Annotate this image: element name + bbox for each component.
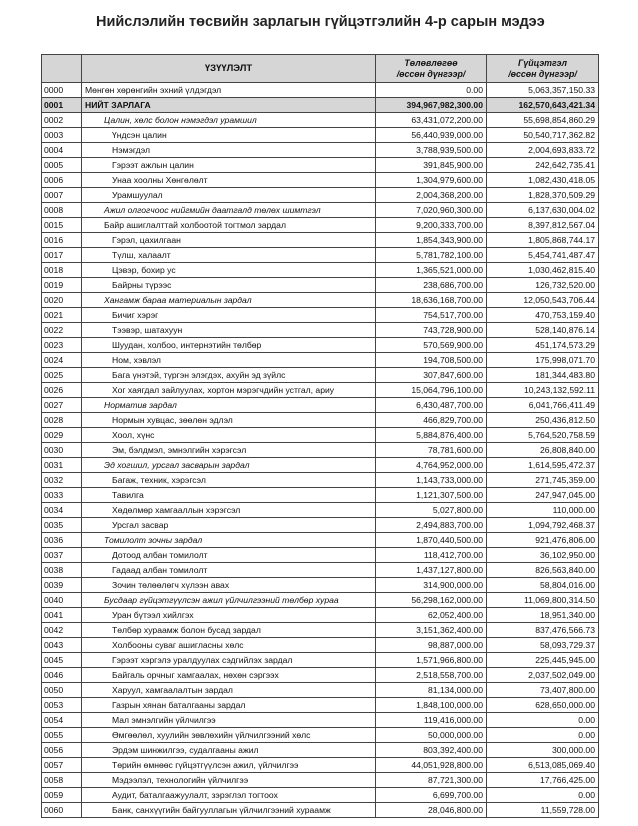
table-row: [42, 83, 599, 98]
row-plan: 18,636,168,700.00: [376, 293, 487, 308]
row-actual: 5,063,357,150.33: [487, 83, 599, 98]
table-row: [42, 323, 599, 338]
table-row: [42, 773, 599, 788]
row-plan: 118,412,700.00: [376, 548, 487, 563]
row-name: Холбооны суваг ашигласны хөлс: [82, 638, 376, 653]
row-actual: 1,805,868,744.17: [487, 233, 599, 248]
row-name: Тээвэр, шатахуун: [82, 323, 376, 338]
table-row: [42, 263, 599, 278]
row-actual: 5,454,741,487.47: [487, 248, 599, 263]
row-name: Үндсэн цалин: [82, 128, 376, 143]
table-row: [42, 443, 599, 458]
row-plan: 81,134,000.00: [376, 683, 487, 698]
row-actual: 250,436,812.50: [487, 413, 599, 428]
table-row: [42, 743, 599, 758]
table-row: [42, 248, 599, 263]
row-plan: 4,764,952,000.00: [376, 458, 487, 473]
row-code: 0024: [42, 353, 82, 368]
row-name: Ажил олгогчоос нийгмийн даатгалд төлөх шимтгэл: [82, 203, 376, 218]
table-row: [42, 458, 599, 473]
row-code: 0033: [42, 488, 82, 503]
scan-artifact: [20, 6, 68, 37]
row-code: 0031: [42, 458, 82, 473]
row-actual: 50,540,717,362.82: [487, 128, 599, 143]
row-name: Мал эмнэлгийн үйлчилгээ: [82, 713, 376, 728]
row-name: Бага үнэтэй, түргэн элэгдэх, ахуйн эд зүйлс: [82, 368, 376, 383]
row-name: НИЙТ ЗАРЛАГА: [82, 98, 376, 113]
row-name: Унаа хоолны Хөнгөлөлт: [82, 173, 376, 188]
table-row: [42, 593, 599, 608]
table-row: [42, 413, 599, 428]
row-code: 0017: [42, 248, 82, 263]
row-name: Өмгөөлөл, хуулийн зөвлөхийн үйлчилгээний хөлс: [82, 728, 376, 743]
row-name: Аудит, баталгаажуулалт, зэрэглэл тогтоох: [82, 788, 376, 803]
row-code: 0050: [42, 683, 82, 698]
row-plan: 3,788,939,500.00: [376, 143, 487, 158]
row-plan: 7,020,960,300.00: [376, 203, 487, 218]
table-row: [42, 518, 599, 533]
row-plan: 56,298,162,000.00: [376, 593, 487, 608]
page-title: Нийслэлийн төсвийн зарлагын гүйцэтгэлийн 4-р сарын мэдээ: [96, 14, 545, 30]
row-name: Хог хаягдал зайлуулах, хортон мэрэгчдийн устгал, ариу: [82, 383, 376, 398]
header-plan-line1: Төлөвлөгөө: [404, 57, 458, 68]
row-plan: 5,027,800.00: [376, 503, 487, 518]
row-name: Тавилга: [82, 488, 376, 503]
row-code: 0039: [42, 578, 82, 593]
row-actual: 628,650,000.00: [487, 698, 599, 713]
row-code: 0022: [42, 323, 82, 338]
row-code: 0032: [42, 473, 82, 488]
table-row: [42, 563, 599, 578]
row-name: Эрдэм шинжилгээ, судалгааны ажил: [82, 743, 376, 758]
row-name: Эд хогшил, урсгал засварын зардал: [82, 458, 376, 473]
header-actual-line1: Гүйцэтгэл: [517, 57, 568, 68]
row-name: Норматив зардал: [82, 398, 376, 413]
row-plan: 194,708,500.00: [376, 353, 487, 368]
row-name: Байрны түрээс: [82, 278, 376, 293]
row-code: 0000: [42, 83, 82, 98]
row-name: Бичиг хэрэг: [82, 308, 376, 323]
row-actual: 181,344,483.80: [487, 368, 599, 383]
row-code: 0002: [42, 113, 82, 128]
row-code: 0003: [42, 128, 82, 143]
table-row: [42, 203, 599, 218]
row-actual: 271,745,359.00: [487, 473, 599, 488]
row-code: 0035: [42, 518, 82, 533]
row-plan: 5,884,876,400.00: [376, 428, 487, 443]
row-code: 0042: [42, 623, 82, 638]
table-row: [42, 698, 599, 713]
row-actual: 242,642,735.41: [487, 158, 599, 173]
header-indicator: ҮЗҮҮЛЭЛТ: [82, 55, 376, 83]
row-code: 0046: [42, 668, 82, 683]
row-code: 0027: [42, 398, 82, 413]
row-code: 0045: [42, 653, 82, 668]
row-plan: 87,721,300.00: [376, 773, 487, 788]
row-actual: 0.00: [487, 788, 599, 803]
row-actual: 175,998,071.70: [487, 353, 599, 368]
row-code: 0026: [42, 383, 82, 398]
table-row: [42, 608, 599, 623]
table-row: [42, 173, 599, 188]
row-code: 0023: [42, 338, 82, 353]
table-row: [42, 578, 599, 593]
row-name: Мэдээлэл, технологийн үйлчилгээ: [82, 773, 376, 788]
row-code: 0037: [42, 548, 82, 563]
row-name: Байр ашиглалттай холбоотой тогтмол зардал: [82, 218, 376, 233]
row-code: 0007: [42, 188, 82, 203]
row-actual: 162,570,643,421.34: [487, 98, 599, 113]
row-code: 0036: [42, 533, 82, 548]
row-plan: 44,051,928,800.00: [376, 758, 487, 773]
row-code: 0060: [42, 803, 82, 818]
row-name: Түлш, халаалт: [82, 248, 376, 263]
row-plan: 50,000,000.00: [376, 728, 487, 743]
header-code: [42, 55, 82, 83]
row-actual: 110,000.00: [487, 503, 599, 518]
row-plan: 2,004,368,200.00: [376, 188, 487, 203]
row-plan: 3,151,362,400.00: [376, 623, 487, 638]
table-row: [42, 383, 599, 398]
table-row: [42, 503, 599, 518]
row-actual: 451,174,573.29: [487, 338, 599, 353]
table-row: [42, 623, 599, 638]
row-plan: 62,052,400.00: [376, 608, 487, 623]
row-name: Харуул, хамгаалалтын зардал: [82, 683, 376, 698]
row-code: 0057: [42, 758, 82, 773]
table-row: [42, 113, 599, 128]
row-plan: 1,437,127,800.00: [376, 563, 487, 578]
row-plan: 314,900,000.00: [376, 578, 487, 593]
row-code: 0001: [42, 98, 82, 113]
row-name: Мөнгөн хөрөнгийн эхний үлдэгдэл: [82, 83, 376, 98]
row-name: Дотоод албан томилолт: [82, 548, 376, 563]
row-name: Төлбөр хураамж болон бусад зардал: [82, 623, 376, 638]
table-row: [42, 308, 599, 323]
row-code: 0020: [42, 293, 82, 308]
header-actual-line2: /өссөн дүнгээр/: [508, 68, 577, 79]
row-code: 0019: [42, 278, 82, 293]
table-row: [42, 788, 599, 803]
row-name: Эм, бэлдмэл, эмнэлгийн хэрэгсэл: [82, 443, 376, 458]
row-plan: 6,430,487,700.00: [376, 398, 487, 413]
row-plan: 466,829,700.00: [376, 413, 487, 428]
row-name: Нормын хувцас, зөөлөн эдлэл: [82, 413, 376, 428]
row-actual: 1,082,430,418.05: [487, 173, 599, 188]
row-plan: 1,121,307,500.00: [376, 488, 487, 503]
row-plan: 754,517,700.00: [376, 308, 487, 323]
table-row: [42, 218, 599, 233]
row-plan: 5,781,782,100.00: [376, 248, 487, 263]
row-plan: 1,848,100,000.00: [376, 698, 487, 713]
row-code: 0005: [42, 158, 82, 173]
row-actual: 6,137,630,004.02: [487, 203, 599, 218]
row-actual: 1,828,370,509.29: [487, 188, 599, 203]
table-row: [42, 488, 599, 503]
row-name: Томилолт зочны зардал: [82, 533, 376, 548]
row-plan: 803,392,400.00: [376, 743, 487, 758]
row-plan: 15,064,796,100.00: [376, 383, 487, 398]
row-plan: 63,431,072,200.00: [376, 113, 487, 128]
table-row: [42, 233, 599, 248]
row-name: Цалин, хөлс болон нэмэгдэл урамшил: [82, 113, 376, 128]
table-row: [42, 668, 599, 683]
row-code: 0055: [42, 728, 82, 743]
row-plan: 391,845,900.00: [376, 158, 487, 173]
row-name: Багаж, техник, хэрэгсэл: [82, 473, 376, 488]
row-name: Гэрээт хэргэлэ уралдуулах сэдгийлэх зардал: [82, 653, 376, 668]
row-plan: 743,728,900.00: [376, 323, 487, 338]
row-plan: 238,686,700.00: [376, 278, 487, 293]
row-plan: 307,847,600.00: [376, 368, 487, 383]
row-code: 0016: [42, 233, 82, 248]
table-row: [42, 338, 599, 353]
row-plan: 119,416,000.00: [376, 713, 487, 728]
row-code: 0015: [42, 218, 82, 233]
row-actual: 11,069,800,314.50: [487, 593, 599, 608]
row-code: 0043: [42, 638, 82, 653]
row-actual: 300,000.00: [487, 743, 599, 758]
row-name: Бусдаар гүйцэтгүүлсэн ажил үйлчилгээний төлбөр хураа: [82, 593, 376, 608]
row-name: Цэвэр, бохир ус: [82, 263, 376, 278]
row-actual: 126,732,520.00: [487, 278, 599, 293]
row-name: Шуудан, холбоо, интернэтийн төлбөр: [82, 338, 376, 353]
row-actual: 2,037,502,049.00: [487, 668, 599, 683]
row-plan: 1,365,521,000.00: [376, 263, 487, 278]
row-name: Хоол, хүнс: [82, 428, 376, 443]
row-plan: 0.00: [376, 83, 487, 98]
row-plan: 2,518,558,700.00: [376, 668, 487, 683]
table-row: [42, 803, 599, 818]
row-actual: 837,476,566.73: [487, 623, 599, 638]
table-row: [42, 293, 599, 308]
row-name: Ном, хэвлэл: [82, 353, 376, 368]
row-actual: 6,513,085,069.40: [487, 758, 599, 773]
row-name: Төрийн өмнөөс гүйцэтгүүлсэн ажил, үйлчилгээ: [82, 758, 376, 773]
row-actual: 0.00: [487, 713, 599, 728]
row-plan: 98,887,000.00: [376, 638, 487, 653]
header-plan: [376, 55, 487, 83]
table-row: [42, 98, 599, 113]
row-code: 0054: [42, 713, 82, 728]
row-actual: 5,764,520,758.59: [487, 428, 599, 443]
expenditure-table: [41, 54, 599, 818]
row-plan: 28,046,800.00: [376, 803, 487, 818]
table-row: [42, 143, 599, 158]
row-code: 0018: [42, 263, 82, 278]
row-code: 0053: [42, 698, 82, 713]
table-header-row: [42, 55, 599, 83]
row-name: Зочин төлөөлөгч хүлээн авах: [82, 578, 376, 593]
row-code: 0041: [42, 608, 82, 623]
row-actual: 8,397,812,567.04: [487, 218, 599, 233]
row-code: 0040: [42, 593, 82, 608]
table-row: [42, 368, 599, 383]
row-actual: 528,140,876.14: [487, 323, 599, 338]
table-row: [42, 548, 599, 563]
row-code: 0038: [42, 563, 82, 578]
row-name: Газрын хянан баталгааны зардал: [82, 698, 376, 713]
table-row: [42, 728, 599, 743]
row-code: 0004: [42, 143, 82, 158]
row-code: 0034: [42, 503, 82, 518]
row-plan: 9,200,333,700.00: [376, 218, 487, 233]
row-plan: 56,440,939,000.00: [376, 128, 487, 143]
row-actual: 225,445,945.00: [487, 653, 599, 668]
row-actual: 1,094,792,468.37: [487, 518, 599, 533]
row-code: 0008: [42, 203, 82, 218]
row-actual: 0.00: [487, 728, 599, 743]
row-code: 0028: [42, 413, 82, 428]
table-row: [42, 278, 599, 293]
header-plan-line2: /өссөн дүнгээр/: [396, 68, 466, 79]
table-row: [42, 713, 599, 728]
row-plan: 1,304,979,600.00: [376, 173, 487, 188]
row-name: Банк, санхүүгийн байгууллагын үйлчилгээний хураамж: [82, 803, 376, 818]
row-actual: 18,951,340.00: [487, 608, 599, 623]
row-code: 0058: [42, 773, 82, 788]
row-actual: 247,947,045.00: [487, 488, 599, 503]
table-row: [42, 428, 599, 443]
row-actual: 1,030,462,815.40: [487, 263, 599, 278]
table-row: [42, 653, 599, 668]
row-name: Хангамж бараа материалын зардал: [82, 293, 376, 308]
table-row: [42, 758, 599, 773]
row-actual: 12,050,543,706.44: [487, 293, 599, 308]
row-actual: 921,476,806.00: [487, 533, 599, 548]
row-name: Нэмэгдэл: [82, 143, 376, 158]
row-code: 0006: [42, 173, 82, 188]
row-code: 0030: [42, 443, 82, 458]
row-actual: 26,808,840.00: [487, 443, 599, 458]
row-actual: 11,559,728.00: [487, 803, 599, 818]
table-row: [42, 158, 599, 173]
row-name: Урамшуулал: [82, 188, 376, 203]
row-plan: 1,870,440,500.00: [376, 533, 487, 548]
row-code: 0025: [42, 368, 82, 383]
row-code: 0021: [42, 308, 82, 323]
row-plan: 1,571,966,800.00: [376, 653, 487, 668]
row-plan: 2,494,883,700.00: [376, 518, 487, 533]
row-code: 0056: [42, 743, 82, 758]
row-actual: 2,004,693,833.72: [487, 143, 599, 158]
row-plan: 394,967,982,300.00: [376, 98, 487, 113]
row-actual: 10,243,132,592.11: [487, 383, 599, 398]
table-row: [42, 398, 599, 413]
row-plan: 570,569,900.00: [376, 338, 487, 353]
row-code: 0029: [42, 428, 82, 443]
row-name: Урсгал засвар: [82, 518, 376, 533]
row-name: Уран бүтээл хийлгэх: [82, 608, 376, 623]
row-plan: 6,699,700.00: [376, 788, 487, 803]
table-row: [42, 188, 599, 203]
row-name: Байгаль орчныг хамгаалах, нөхөн сэргээх: [82, 668, 376, 683]
table-row: [42, 683, 599, 698]
row-actual: 6,041,766,411.49: [487, 398, 599, 413]
row-actual: 470,753,159.40: [487, 308, 599, 323]
row-actual: 17,766,425.00: [487, 773, 599, 788]
row-actual: 58,804,016.00: [487, 578, 599, 593]
row-plan: 1,854,343,900.00: [376, 233, 487, 248]
row-actual: 826,563,840.00: [487, 563, 599, 578]
row-plan: 1,143,733,000.00: [376, 473, 487, 488]
table-row: [42, 533, 599, 548]
row-code: 0059: [42, 788, 82, 803]
table-row: [42, 128, 599, 143]
row-name: Хөдөлмөр хамгааллын хэрэгсэл: [82, 503, 376, 518]
table-row: [42, 638, 599, 653]
table-row: [42, 473, 599, 488]
row-actual: 55,698,854,860.29: [487, 113, 599, 128]
row-plan: 78,781,600.00: [376, 443, 487, 458]
row-actual: 36,102,950.00: [487, 548, 599, 563]
row-name: Гадаад албан томилолт: [82, 563, 376, 578]
row-name: Гэрэл, цахилгаан: [82, 233, 376, 248]
row-actual: 1,614,595,472.37: [487, 458, 599, 473]
header-actual: [487, 55, 599, 83]
row-name: Гэрээт ажлын цалин: [82, 158, 376, 173]
table-row: [42, 353, 599, 368]
row-actual: 73,407,800.00: [487, 683, 599, 698]
row-actual: 58,093,729.37: [487, 638, 599, 653]
